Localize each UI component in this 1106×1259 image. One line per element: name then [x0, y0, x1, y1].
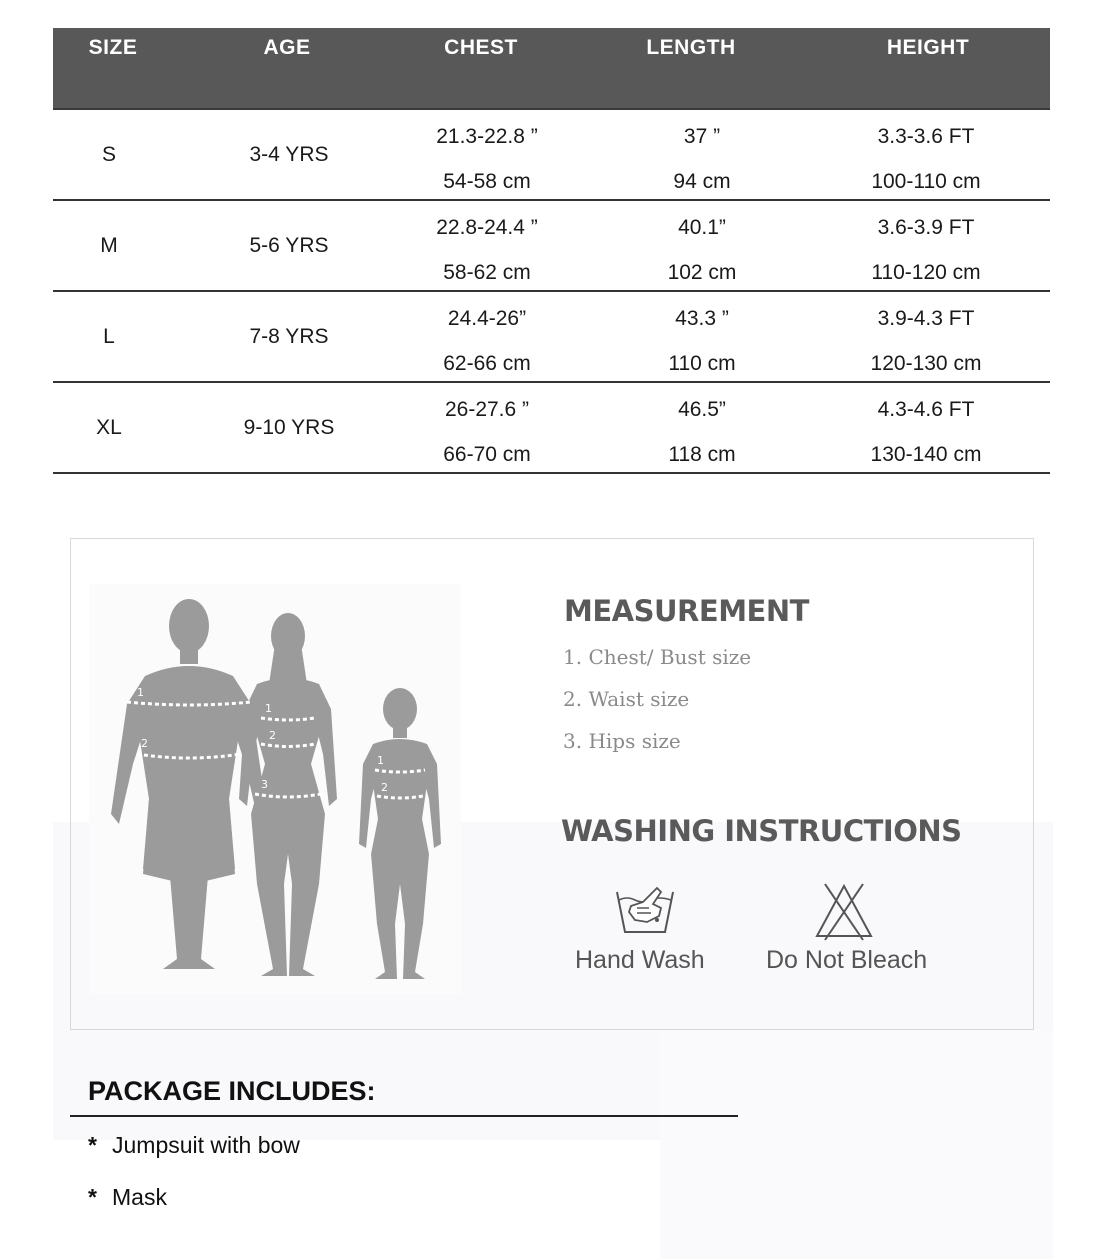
table-row	[53, 110, 1050, 201]
table-row	[53, 292, 1050, 383]
background-panel	[660, 1030, 1053, 1259]
length-inch-cell: 40.1”	[678, 216, 726, 239]
figure-mark: 2	[269, 729, 276, 742]
height-ft-cell: 3.6-3.9 FT	[877, 216, 975, 239]
length-inch-cell: 46.5”	[678, 398, 726, 421]
do-not-bleach-icon	[813, 882, 875, 947]
length-inch-cell: 43.3 ”	[675, 307, 729, 330]
bullet: *	[88, 1132, 97, 1158]
package-includes-title: PACKAGE INCLUDES:	[88, 1076, 376, 1106]
header-height: HEIGHT	[886, 36, 970, 59]
table-row	[53, 383, 1050, 474]
body-figures-illustration	[89, 584, 461, 994]
length-cm-cell: 110 cm	[668, 352, 736, 375]
washing-instructions-title: WASHING INSTRUCTIONS	[561, 814, 962, 848]
chest-cm-cell: 54-58 cm	[443, 170, 531, 193]
figure-mark: 2	[381, 781, 388, 794]
height-cm-cell: 110-120 cm	[871, 261, 981, 284]
chest-cm-cell: 66-70 cm	[443, 443, 531, 466]
divider	[70, 1115, 738, 1117]
age-cell: 9-10 YRS	[243, 415, 335, 439]
bullet: *	[88, 1184, 97, 1210]
chest-cm-cell: 62-66 cm	[443, 352, 531, 375]
length-inch-cell: 37 ”	[683, 125, 721, 148]
height-ft-cell: 3.3-3.6 FT	[877, 125, 975, 148]
size-chart-table	[53, 28, 1050, 474]
height-ft-cell: 4.3-4.6 FT	[877, 398, 975, 421]
chest-inch-cell: 26-27.6 ”	[444, 398, 530, 421]
age-cell: 7-8 YRS	[249, 324, 329, 348]
chest-cm-cell: 58-62 cm	[443, 261, 531, 284]
figure-mark: 1	[377, 754, 384, 767]
list-item-label: Mask	[112, 1184, 167, 1210]
header-chest: CHEST	[444, 36, 518, 59]
length-cm-cell: 118 cm	[668, 443, 736, 466]
size-cell: XL	[96, 415, 122, 439]
figure-mark: 1	[265, 702, 272, 715]
height-ft-cell: 3.9-4.3 FT	[877, 307, 975, 330]
height-cm-cell: 130-140 cm	[870, 443, 982, 466]
figure-mark: 2	[141, 737, 148, 750]
measurement-item: 3. Hips size	[563, 729, 681, 753]
age-cell: 5-6 YRS	[249, 233, 329, 257]
figure-mark: 3	[261, 778, 268, 791]
measurement-item: 2. Waist size	[563, 687, 690, 711]
measurement-panel	[70, 538, 1034, 1030]
header-length: LENGTH	[646, 36, 736, 59]
body-silhouettes	[89, 584, 461, 994]
chest-inch-cell: 24.4-26”	[447, 307, 527, 330]
length-cm-cell: 94 cm	[673, 170, 731, 193]
size-cell: S	[101, 142, 117, 166]
size-cell: L	[103, 324, 115, 348]
length-cm-cell: 102 cm	[667, 261, 737, 284]
age-cell: 3-4 YRS	[249, 142, 329, 166]
height-cm-cell: 100-110 cm	[871, 170, 981, 193]
child-figure	[359, 688, 441, 979]
do-not-bleach-label: Do Not Bleach	[766, 946, 928, 974]
hand-wash-label: Hand Wash	[575, 946, 705, 974]
list-item-label: Jumpsuit with bow	[112, 1132, 300, 1158]
hand-wash-icon	[613, 882, 677, 945]
figure-mark: 1	[137, 686, 144, 699]
table-row	[53, 201, 1050, 292]
height-cm-cell: 120-130 cm	[870, 352, 982, 375]
header-age: AGE	[263, 36, 311, 59]
chest-inch-cell: 21.3-22.8 ”	[436, 125, 538, 148]
header-size: SIZE	[88, 36, 138, 59]
size-cell: M	[100, 233, 118, 257]
chest-inch-cell: 22.8-24.4 ”	[436, 216, 538, 239]
table-header	[53, 28, 1050, 110]
measurement-item: 1. Chest/ Bust size	[563, 645, 752, 669]
measurement-title: MEASUREMENT	[564, 594, 809, 628]
list-item	[88, 1184, 167, 1211]
list-item	[88, 1132, 300, 1159]
